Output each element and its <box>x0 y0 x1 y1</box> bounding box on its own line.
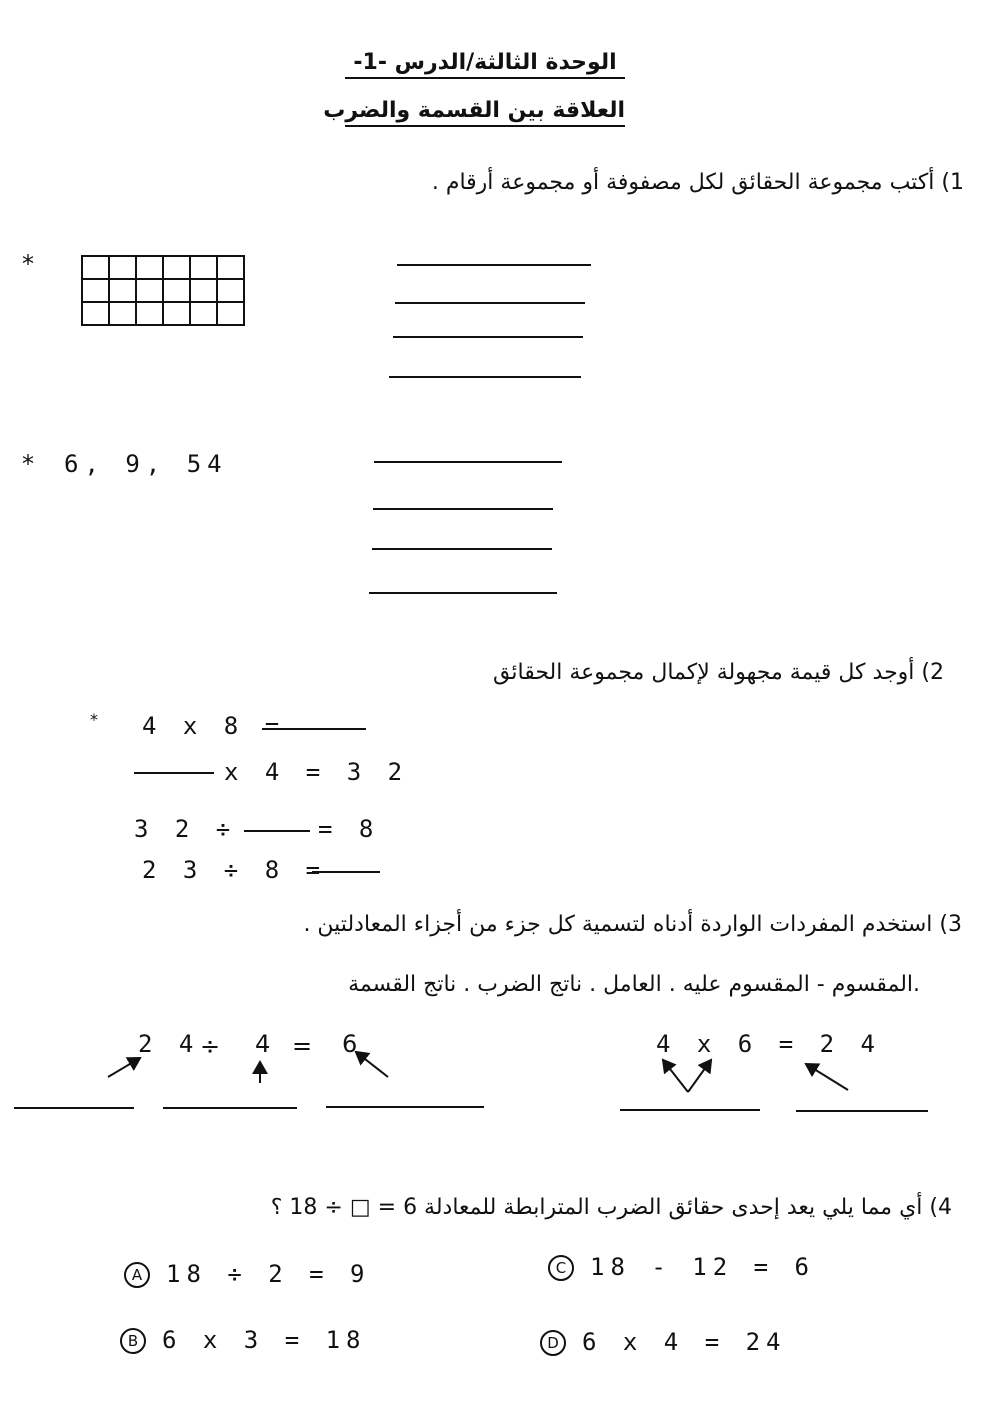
equation-4: 2 3 ÷ 8 = <box>142 856 327 884</box>
question-1-number: 1) <box>941 170 964 195</box>
question-2-number: 2) <box>921 660 944 685</box>
label-blank[interactable] <box>620 1109 760 1111</box>
option-d-text: 6 x 4 = 24 <box>582 1328 787 1356</box>
question-3-text: استخدم المفردات الواردة أدناه لتسمية كل جزء من أجزاء المعادلتين . <box>303 912 933 937</box>
option-a-letter: A <box>124 1262 150 1288</box>
equation-2: x 4 = 3 2 <box>224 758 409 786</box>
item-b-marker: * <box>22 450 34 478</box>
option-a-text: 18 ÷ 2 = 9 <box>166 1260 371 1288</box>
option-d[interactable] <box>540 1328 787 1356</box>
question-2-marker: * <box>90 710 98 729</box>
equation-1: 4 x 8 = <box>142 712 286 740</box>
question-3-number: 3) <box>939 912 962 937</box>
option-c[interactable] <box>548 1253 815 1281</box>
label-blank[interactable] <box>163 1107 297 1109</box>
item-a-marker: * <box>22 250 34 278</box>
lesson-title: العلاقة بين القسمة والضرب <box>345 98 625 127</box>
division-dividend: 2 4 <box>138 1030 200 1058</box>
label-blank[interactable] <box>326 1106 484 1108</box>
option-d-letter: D <box>540 1330 566 1356</box>
label-blank[interactable] <box>796 1110 928 1112</box>
question-1-text: أكتب مجموعة الحقائق لكل مصفوفة أو مجموعة أرقام . <box>431 170 935 195</box>
option-a[interactable] <box>124 1260 371 1288</box>
question-2-text: أوجد كل قيمة مجهولة لإكمال مجموعة الحقائق <box>493 660 915 685</box>
division-quotient: 6 <box>342 1030 358 1058</box>
option-b[interactable] <box>120 1326 367 1354</box>
option-c-letter: C <box>548 1255 574 1281</box>
division-divisor: 4 <box>255 1030 271 1058</box>
division-sign: ÷ <box>200 1032 221 1060</box>
option-c-text: 18 - 12 = 6 <box>590 1253 815 1281</box>
multiplication-equation: 4 x 6 = 2 4 <box>656 1030 881 1058</box>
question-4-text: أي مما يلي يعد إحدى حقائق الضرب المترابطة للمعادلة 6 = □ ÷ 18 ؟ <box>270 1195 923 1220</box>
option-b-text: 6 x 3 = 18 <box>162 1326 367 1354</box>
question-4-number: 4) <box>929 1195 952 1220</box>
unit-lesson-heading: الوحدة الثالثة/الدرس -1- <box>345 50 625 79</box>
label-blank[interactable] <box>14 1107 134 1109</box>
number-set: 6, 9, 54 <box>64 450 228 478</box>
division-equals: = <box>292 1032 313 1060</box>
equation-3-left: 3 2 ÷ <box>134 815 237 843</box>
question-4-prompt <box>271 1195 952 1220</box>
option-b-letter: B <box>120 1328 146 1354</box>
vocabulary-list: .المقسوم - المقسوم عليه . العامل . ناتج الضرب . ناتج القسمة <box>348 972 920 997</box>
equation-3-right: = 8 <box>318 815 380 843</box>
